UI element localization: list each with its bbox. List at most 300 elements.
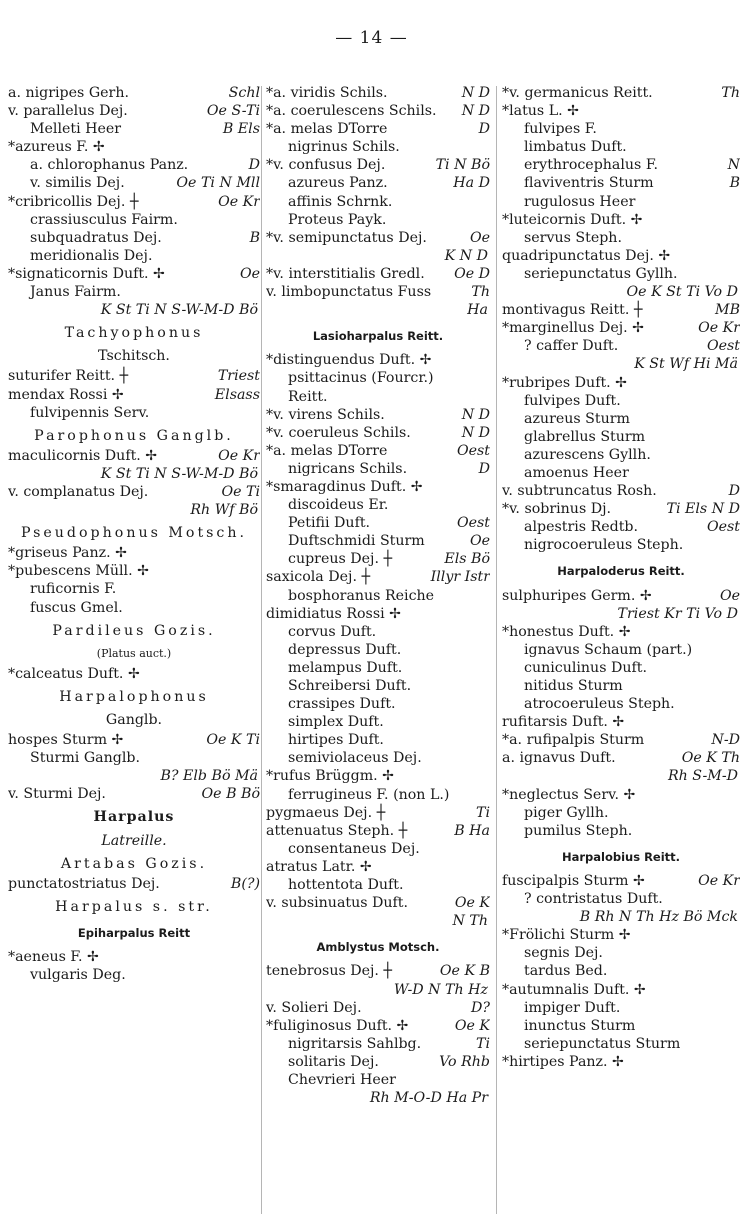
species-name: discoideus Er. [288,497,389,514]
species-name: *azureus F. ✢ [8,139,105,156]
species-entry [502,587,740,605]
distribution-codes: D [478,121,490,138]
distribution-codes: Oest [456,515,490,532]
species-entry [266,568,490,586]
distribution-codes: B Els [222,121,260,138]
distribution-codes: D [248,157,260,174]
species-name: ? caffer Duft. [524,338,619,355]
species-entry [266,623,490,641]
species-entry [266,840,490,858]
species-entry [8,283,260,301]
species-entry [266,460,490,478]
distribution-codes: Ti [475,804,490,821]
section-heading: Latreille. [101,832,167,849]
species-name: bosphoranus Reiche [288,587,435,604]
species-name: pygmaeus Dej. ┼ [266,804,386,821]
distribution-codes: Oe K Ti [206,732,260,749]
species-entry [8,138,260,156]
species-entry [266,532,490,550]
distribution-continuation: Rh M-O-D Ha Pr [369,1090,488,1107]
species-entry [502,822,740,840]
distribution-codes: Ti Els N D [666,501,740,518]
species-entry [502,211,740,229]
distribution-continuation: K St Ti N S-W-M-D Bö [100,465,258,482]
species-entry [502,999,740,1017]
species-entry [502,319,740,337]
species-name: Reitt. [288,388,328,405]
species-entry [8,367,260,385]
species-name: *aeneus F. ✢ [8,949,99,966]
species-entry [266,84,490,102]
species-entry [8,156,260,174]
species-name: *fuliginosus Duft. ✢ [266,1017,409,1034]
section-heading: Harpalophonus [59,688,209,705]
species-name: ? contristatus Duft. [524,891,663,908]
species-name: limbatus Duft. [524,139,627,156]
species-entry [266,283,490,301]
species-entry [502,731,740,749]
species-entry [502,374,740,392]
species-name: cuniculinus Duft. [524,659,647,676]
species-entry [266,550,490,568]
species-name: Melleti Heer [30,121,122,138]
species-name: alpestris Redtb. [524,519,639,536]
species-name: v. Sturmi Dej. [8,786,106,803]
distribution-codes: Oe K [454,895,490,912]
species-name: *marginellus Dej. ✢ [502,320,645,337]
species-name: piger Gyllh. [524,804,609,821]
species-name: v. limbopunctatus Fuss [266,284,432,301]
species-entry [266,786,490,804]
species-entry [502,1017,740,1035]
column-2 [266,84,490,1214]
species-entry [502,623,740,641]
species-entry [8,665,260,683]
distribution-codes: N D [461,85,490,101]
distribution-continuation: Oe K St Ti Vo D [626,284,738,301]
distribution-continuation: N Th [452,913,488,930]
distribution-codes: D? [471,999,490,1016]
species-name: saxicola Dej. ┼ [266,569,371,586]
species-entry [266,369,490,387]
species-entry [8,875,260,893]
distribution-codes: Oe K [454,1017,490,1034]
species-name: amoenus Heer [524,464,629,481]
species-name: *a. coerulescens Schils. [266,103,437,120]
species-entry [266,804,490,822]
species-entry [502,265,740,283]
column-divider [496,86,497,1214]
species-entry [266,858,490,876]
species-name: fulvipennis Serv. [30,404,150,421]
species-name: vulgaris Deg. [30,967,126,984]
species-entry [266,211,490,229]
species-name: fulvipes Duft. [524,392,621,409]
distribution-codes: Oe K B [439,963,490,980]
species-entry [266,749,490,767]
species-entry [502,804,740,822]
species-entry [502,518,740,536]
species-entry [502,500,740,518]
distribution-continuation: W-D N Th Hz [393,981,488,998]
species-name: servus Steph. [524,229,622,246]
species-entry [502,482,740,500]
species-entry [502,677,740,695]
species-name: *rufus Brüggm. ✢ [266,768,395,785]
distribution-codes: B [729,175,740,192]
distribution-codes: B Ha [454,822,490,839]
species-name: atratus Latr. ✢ [266,858,372,875]
species-name: a. chlorophanus Panz. [30,157,189,174]
species-name: psittacinus (Fourcr.) [288,370,434,387]
species-name: crassipes Duft. [288,696,396,713]
species-entry [8,404,260,422]
page-number: — 14 — [335,28,408,48]
species-name: dimidiatus Rossi ✢ [266,605,402,622]
species-name: *distinguendus Duft. ✢ [266,352,432,369]
species-name: a. ignavus Duft. [502,750,616,767]
species-entry [8,599,260,617]
species-entry [8,174,260,192]
distribution-codes: Illyr Istr [430,569,490,586]
species-entry [502,872,740,890]
distribution-codes: Oe Ti N Mll [176,175,260,192]
distribution-continuation: Ha [467,302,488,319]
species-name: *a. viridis Schils. [266,85,388,101]
species-entry [266,424,490,442]
species-name: *v. germanicus Reitt. [502,85,653,101]
species-name: tenebrosus Dej. ┼ [266,963,392,980]
species-name: Proteus Payk. [288,211,387,228]
species-name: ferrugineus F. (non L.) [288,786,450,803]
distribution-continuation: B Rh N Th Hz Bö Mck [579,909,738,926]
species-name: *v. sobrinus Dj. [502,501,612,518]
distribution-continuation: K N D [444,247,488,264]
species-name: v. subsinuatus Duft. [266,895,409,912]
species-entry [502,786,740,804]
species-entry [266,659,490,677]
species-name: solitaris Dej. [288,1053,379,1070]
species-name: glabrellus Sturm [524,428,646,445]
species-name: nigrocoeruleus Steph. [524,537,684,554]
section-heading: Pseudophonus Motsch. [20,525,248,542]
species-name: *hirtipes Panz. ✢ [502,1053,624,1070]
species-name: pumilus Steph. [524,822,633,839]
species-entry [8,211,260,229]
species-name: segnis Dej. [524,945,603,962]
species-name: tardus Bed. [524,963,608,980]
species-entry [502,247,740,265]
species-name: *v. semipunctatus Dej. [266,229,427,246]
species-name: v. parallelus Dej. [8,103,128,120]
species-name: nigrinus Schils. [288,139,400,156]
species-name: Chevrieri Heer [288,1071,396,1088]
species-name: fulvipes F. [524,121,597,138]
species-name: v. Solieri Dej. [266,999,362,1016]
species-name: *calceatus Duft. ✢ [8,665,140,682]
species-entry [8,749,260,767]
species-entry [266,1071,490,1089]
species-entry [266,695,490,713]
species-name: hirtipes Duft. [288,732,384,749]
distribution-codes: Schl [228,85,260,101]
species-entry [266,265,490,283]
distribution-codes: Oe S-Ti [206,103,260,120]
species-name: azureus Sturm [524,410,630,427]
distribution-codes: Th [471,284,490,301]
species-name: *latus L. ✢ [502,103,580,120]
section-heading: Tachyophonus [64,325,204,342]
species-entry [266,999,490,1017]
distribution-codes: Oest [456,442,490,459]
species-name: azureus Panz. [288,175,388,192]
species-name: rufitarsis Duft. ✢ [502,714,625,731]
species-entry [502,156,740,174]
species-name: affinis Schrnk. [288,193,393,210]
species-name: Schreibersi Duft. [288,678,412,694]
species-entry [8,265,260,283]
species-name: hottentota Duft. [288,877,404,894]
species-entry [266,351,490,369]
species-entry [8,247,260,265]
species-name: crassiusculus Fairm. [30,211,178,228]
species-name: nitidus Sturm [524,678,623,694]
species-name: Janus Fairm. [30,284,121,301]
species-name: maculicornis Duft. ✢ [8,447,158,464]
section-heading: Harpalus s. str. [55,898,213,915]
species-name: attenuatus Steph. ┼ [266,822,408,839]
species-name: flaviventris Sturm [524,175,654,192]
column-1 [8,84,260,1214]
species-entry [266,1053,490,1071]
distribution-codes: Oest [706,338,740,355]
species-entry [502,410,740,428]
species-name: suturifer Reitt. ┼ [8,368,129,385]
species-entry [502,536,740,554]
species-entry [266,514,490,532]
species-entry [266,496,490,514]
species-name: azurescens Gyllh. [524,446,651,463]
distribution-codes: N D [461,424,490,441]
species-name: *a. melas DTorre [266,121,388,138]
column-divider [261,86,262,1214]
species-entry [266,713,490,731]
species-name: sulphuripes Germ. ✢ [502,587,652,604]
species-entry [502,981,740,999]
distribution-codes: Vo Rhb [439,1053,490,1070]
species-entry [266,822,490,840]
species-entry [266,767,490,785]
section-heading: Tschitsch. [98,348,170,365]
species-entry [266,677,490,695]
species-entry [266,587,490,605]
section-heading: Lasioharpalus Reitt. [312,329,444,344]
distribution-codes: Oe Kr [698,872,740,889]
species-name: *v. virens Schils. [266,406,385,423]
species-entry [266,138,490,156]
distribution-codes: Oe [239,265,260,282]
species-name: inunctus Sturm [524,1017,636,1034]
section-heading: Epiharpalus Reitt [77,925,191,940]
species-entry [502,890,740,908]
species-name: montivagus Reitt. ┼ [502,302,643,319]
species-name: Petifii Duft. [288,515,371,532]
species-entry [502,926,740,944]
distribution-codes: N [727,157,740,174]
species-entry [502,102,740,120]
species-name: simplex Duft. [288,714,384,731]
species-name: Duftschmidi Sturm [288,533,425,550]
species-name: atrocoeruleus Steph. [524,696,675,713]
species-entry [8,544,260,562]
species-entry [266,962,490,980]
species-entry [8,102,260,120]
species-entry [502,428,740,446]
distribution-codes: N D [461,103,490,120]
species-name: v. complanatus Dej. [8,483,149,500]
species-entry [502,1053,740,1071]
species-name: erythrocephalus F. [524,157,658,174]
species-entry [502,713,740,731]
species-entry [8,229,260,247]
species-entry [8,483,260,501]
species-entry [266,876,490,894]
species-name: rugulosus Heer [524,193,636,210]
species-entry [502,229,740,247]
species-name: *griseus Panz. ✢ [8,545,127,562]
species-name: semiviolaceus Dej. [288,750,422,767]
species-name: fuscus Gmel. [30,599,123,616]
distribution-codes: N D [461,406,490,423]
distribution-codes: Els Bö [444,551,490,568]
distribution-codes: Oest [706,519,740,536]
species-name: *rubripes Duft. ✢ [502,374,628,391]
distribution-continuation: B? Elb Bö Mä [160,768,258,785]
species-entry [266,229,490,247]
species-name: nigritarsis Sahlbg. [288,1035,422,1052]
species-name: *luteicornis Duft. ✢ [502,211,643,228]
species-name: impiger Duft. [524,999,621,1016]
species-entry [266,193,490,211]
species-name: *smaragdinus Duft. ✢ [266,478,423,495]
species-entry [8,785,260,803]
species-entry [502,392,740,410]
species-entry [502,120,740,138]
species-name: v. subtruncatus Rosh. [502,483,657,500]
distribution-codes: Triest [217,368,260,385]
species-entry [8,731,260,749]
distribution-codes: D [478,460,490,477]
species-entry [266,120,490,138]
species-name: hospes Sturm ✢ [8,732,124,749]
distribution-continuation: K St Ti N S-W-M-D Bö [100,302,258,319]
species-entry [502,174,740,192]
species-name: *v. interstitialis Gredl. [266,265,425,282]
species-entry [266,605,490,623]
distribution-codes: Ha D [453,175,490,192]
species-entry [502,659,740,677]
distribution-continuation: Rh S-M-D [667,768,738,785]
species-entry [502,944,740,962]
section-heading: Harpalobius Reitt. [561,849,681,864]
species-entry [266,1035,490,1053]
species-entry [266,388,490,406]
distribution-codes: Oe Ti [221,483,260,500]
species-entry [502,962,740,980]
distribution-codes: MB [715,302,740,319]
species-entry [266,406,490,424]
distribution-codes: Oe Kr [218,193,260,210]
species-entry [502,337,740,355]
distribution-continuation: Rh Wf Bö [190,502,258,519]
species-name: Sturmi Ganglb. [30,750,140,767]
distribution-codes: Th [721,85,740,101]
distribution-codes: Oe Kr [698,320,740,337]
species-name: *v. confusus Dej. [266,157,386,174]
distribution-codes: Oe [469,229,490,246]
species-name: *a. melas DTorre [266,442,388,459]
species-name: a. nigripes Gerh. [8,85,129,101]
species-name: ignavus Schaum (part.) [524,641,693,658]
species-name: ruficornis F. [30,581,117,598]
species-entry [8,386,260,404]
species-entry [266,894,490,912]
species-entry [502,749,740,767]
species-entry [502,1035,740,1053]
species-name: corvus Duft. [288,623,377,640]
species-name: seriepunctatus Gyllh. [524,265,678,282]
distribution-continuation: Triest Kr Ti Vo D [617,605,738,622]
species-name: *cribricollis Dej. ┼ [8,193,139,210]
species-entry [266,731,490,749]
species-entry [8,120,260,138]
distribution-codes: B(?) [230,875,260,892]
distribution-codes: Oe D [454,265,490,282]
species-name: v. similis Dej. [30,175,125,192]
species-entry [8,193,260,211]
distribution-codes: Elsass [214,386,260,403]
species-entry [8,562,260,580]
species-entry [8,966,260,984]
distribution-codes: B [249,229,260,246]
species-entry [266,156,490,174]
species-entry [266,442,490,460]
section-heading: Amblystus Motsch. [316,940,440,955]
section-heading: Parophonus Ganglb. [34,427,234,444]
species-name: melampus Duft. [288,659,403,676]
distribution-codes: Ti [475,1035,490,1052]
species-name: *neglectus Serv. ✢ [502,786,636,803]
species-entry [502,138,740,156]
species-entry [502,446,740,464]
section-heading: Harpaloderus Reitt. [557,564,685,579]
species-entry [8,580,260,598]
species-name: cupreus Dej. ┼ [288,551,393,568]
species-name: *autumnalis Duft. ✢ [502,981,646,998]
species-entry [502,464,740,482]
distribution-codes: Oe B Bö [201,786,260,803]
species-entry [266,641,490,659]
species-entry [502,193,740,211]
species-name: meridionalis Dej. [30,247,153,264]
species-name: fuscipalpis Sturm ✢ [502,872,645,889]
species-name: consentaneus Dej. [288,840,420,857]
species-entry [266,102,490,120]
distribution-codes: Oe [469,533,490,550]
species-entry [266,1017,490,1035]
species-name: *pubescens Müll. ✢ [8,563,149,580]
distribution-codes: Oe [719,587,740,604]
